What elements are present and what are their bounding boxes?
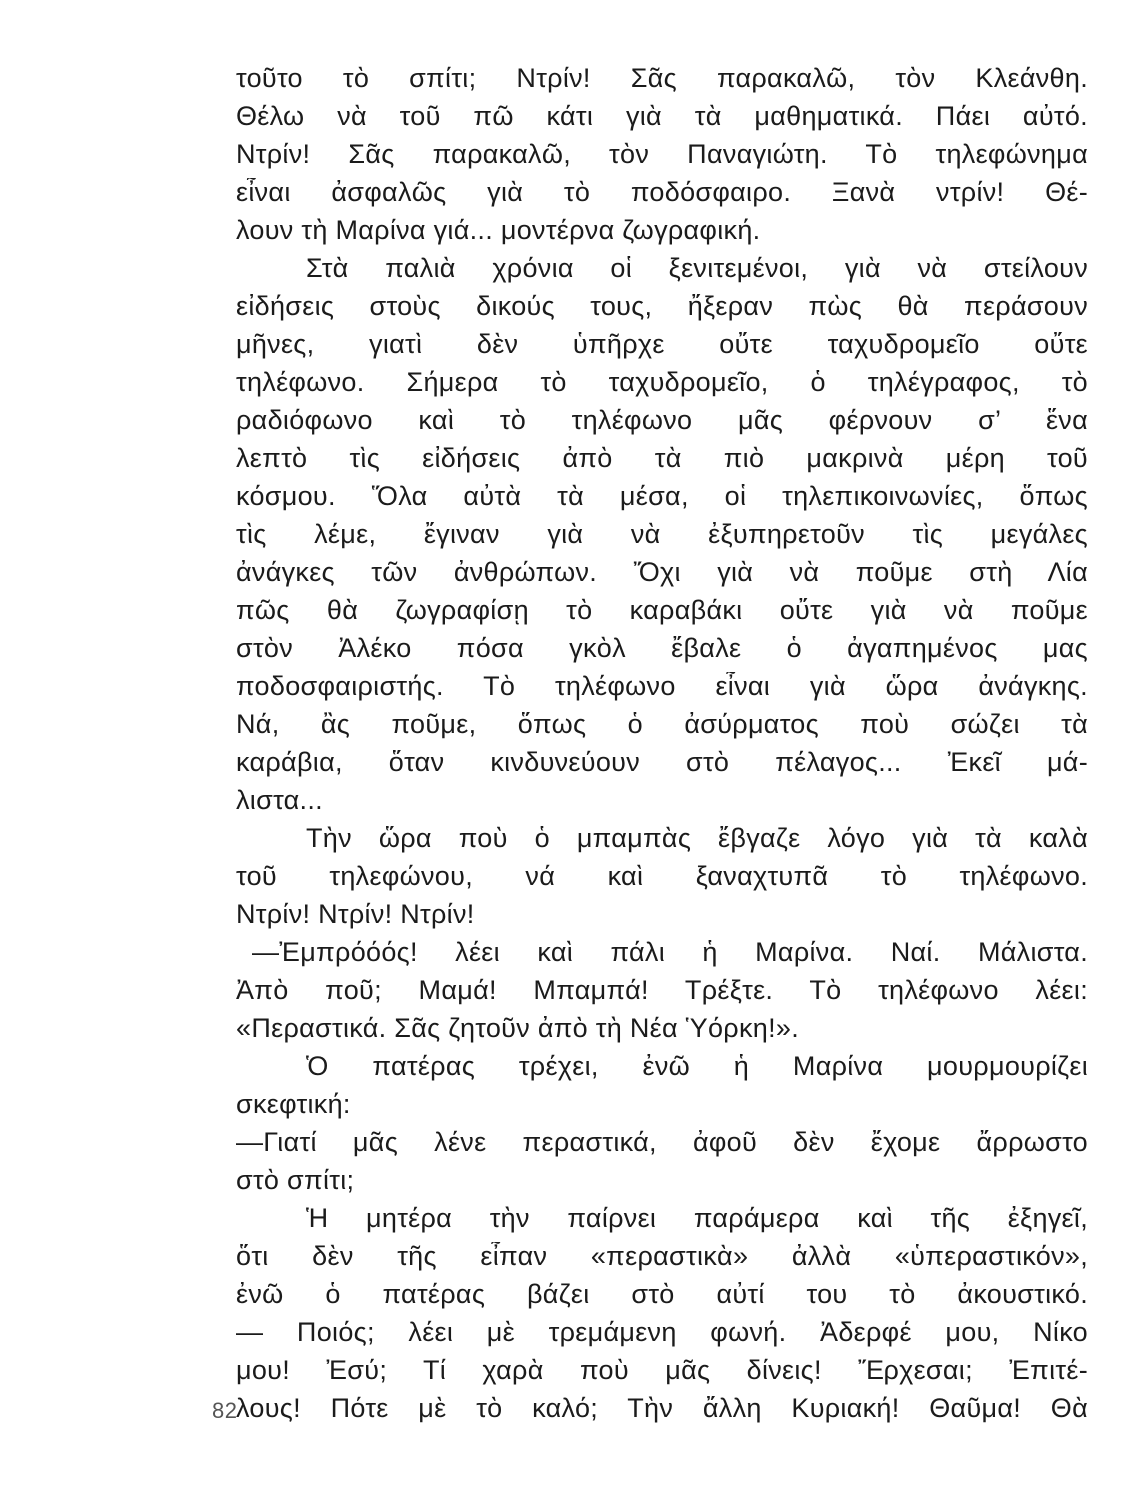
text-line: —Ἐμπρόόός! λέει καὶ πάλι ἡ Μαρίνα. Ναί. Μάλιστα. xyxy=(252,938,1088,967)
text-line: τοῦτο τὸ σπίτι; Ντρίν! Σᾶς παρακαλῶ, τὸν Κλεάνθη. xyxy=(236,64,1088,93)
text-line: ἀνάγκες τῶν ἀνθρώπων. Ὄχι γιὰ νὰ ποῦμε στὴ Λία xyxy=(236,558,1088,587)
text-line: λουν τὴ Μαρίνα γιά... μοντέρνα ζωγραφική. xyxy=(236,216,761,245)
text-line: λιστα... xyxy=(236,786,323,815)
text-line: Ἡ μητέρα τὴν παίρνει παράμερα καὶ τῆς ἐξηγεῖ, xyxy=(306,1204,1088,1233)
text-line: τοῦ τηλεφώνου, νά καὶ ξαναχτυπᾶ τὸ τηλέφωνο. xyxy=(236,862,1088,891)
text-line: Στὰ παλιὰ χρόνια οἱ ξενιτεμένοι, γιὰ νὰ στείλουν xyxy=(306,254,1088,283)
text-line: μου! Ἐσύ; Τί χαρὰ ποὺ μᾶς δίνεις! Ἔρχεσαι; Ἐπιτέ- xyxy=(236,1356,1088,1385)
text-line: Ντρίν! Ντρίν! Ντρίν! xyxy=(236,900,475,929)
text-line: μῆνες, γιατὶ δὲν ὑπῆρχε οὔτε ταχυδρομεῖο οὔτε xyxy=(236,330,1088,359)
text-line: καράβια, ὅταν κινδυνεύουν στὸ πέλαγος... Ἐκεῖ μά- xyxy=(236,748,1088,777)
text-line: —Γιατί μᾶς λένε περαστικά, ἀφοῦ δὲν ἔχομε ἄρρωστο xyxy=(236,1128,1088,1157)
text-line: ποδοσφαιριστής. Τὸ τηλέφωνο εἶναι γιὰ ὥρα ἀνάγκης. xyxy=(236,672,1088,701)
text-line: ραδιόφωνο καὶ τὸ τηλέφωνο μᾶς φέρνουν σ’ ἕνα xyxy=(236,406,1088,435)
text-line: «Περαστικά. Σᾶς ζητοῦν ἀπὸ τὴ Νέα Ὑόρκη!». xyxy=(236,1014,800,1043)
text-line: εἶναι ἀσφαλῶς γιὰ τὸ ποδόσφαιρο. Ξανὰ ντρίν! Θέ- xyxy=(236,178,1088,207)
text-line: Θέλω νὰ τοῦ πῶ κάτι γιὰ τὰ μαθηματικά. Πάει αὐτό. xyxy=(236,102,1088,131)
text-line: Ντρίν! Σᾶς παρακαλῶ, τὸν Παναγιώτη. Τὸ τηλεφώνημα xyxy=(236,140,1088,169)
text-line: κόσμου. Ὅλα αὐτὰ τὰ μέσα, οἱ τηλεπικοινωνίες, ὅπως xyxy=(236,482,1088,511)
text-line: τὶς λέμε, ἔγιναν γιὰ νὰ ἐξυπηρετοῦν τὶς μεγάλες xyxy=(236,520,1088,549)
page-number: 82 xyxy=(212,1398,238,1423)
text-line: εἰδήσεις στοὺς δικούς τους, ἤξεραν πὼς θὰ περάσουν xyxy=(236,292,1088,321)
text-line: Ἀπὸ ποῦ; Μαμά! Μπαμπά! Τρέξτε. Τὸ τηλέφωνο λέει: xyxy=(236,976,1088,1005)
text-line: τηλέφωνο. Σήμερα τὸ ταχυδρομεῖο, ὁ τηλέγραφος, τὸ xyxy=(236,368,1088,397)
text-line: πῶς θὰ ζωγραφίσῃ τὸ καραβάκι οὔτε γιὰ νὰ ποῦμε xyxy=(236,596,1088,625)
text-line: Νά, ἂς ποῦμε, ὅπως ὁ ἀσύρματος ποὺ σώζει τὰ xyxy=(236,710,1088,739)
page-text xyxy=(236,64,1088,1423)
text-line: Τὴν ὥρα ποὺ ὁ μπαμπὰς ἔβγαζε λόγο γιὰ τὰ καλὰ xyxy=(306,824,1088,853)
text-line: στὸν Ἀλέκο πόσα γκὸλ ἔβαλε ὁ ἀγαπημένος μας xyxy=(236,634,1088,663)
text-line: στὸ σπίτι; xyxy=(236,1166,355,1195)
text-line: λους! Πότε μὲ τὸ καλό; Τὴν ἄλλη Κυριακή! Θαῦμα! Θὰ xyxy=(236,1394,1088,1423)
text-line: Ὁ πατέρας τρέχει, ἐνῶ ἡ Μαρίνα μουρμουρίζει xyxy=(306,1052,1088,1081)
text-line: σκεφτική: xyxy=(236,1090,351,1119)
text-line: λεπτὸ τὶς εἰδήσεις ἀπὸ τὰ πιὸ μακρινὰ μέρη τοῦ xyxy=(236,444,1088,473)
text-line: — Ποιός; λέει μὲ τρεμάμενη φωνή. Ἀδερφέ μου, Νίκο xyxy=(236,1318,1088,1347)
text-line: ἐνῶ ὁ πατέρας βάζει στὸ αὐτί του τὸ ἀκουστικό. xyxy=(236,1280,1088,1309)
text-line: ὅτι δὲν τῆς εἶπαν «περαστικὰ» ἀλλὰ «ὑπεραστικόν», xyxy=(236,1242,1088,1271)
